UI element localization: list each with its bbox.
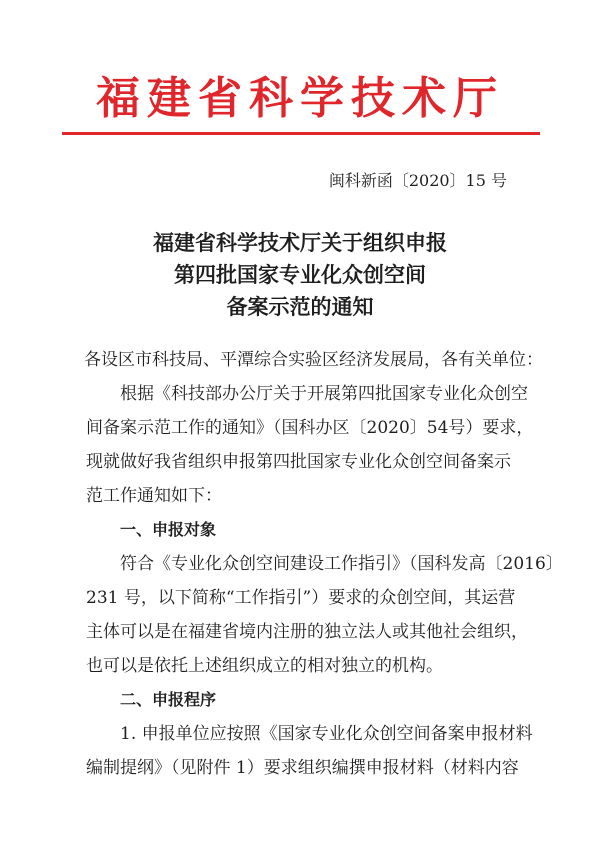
section2-line: 编制提纲》（见附件 1）要求组织编撰申报材料（材料内容 — [86, 758, 519, 778]
intro-line: 根据《科技部办公厅关于开展第四批国家专业化众创空 — [120, 384, 528, 404]
title-line: 第四批国家专业化众创空间 — [174, 263, 426, 287]
salutation: 各设区市科技局、平潭综合实验区经济发展局，各有关单位： — [84, 350, 543, 370]
notice-title — [0, 227, 600, 323]
section-heading-applicants: 一、申报对象 — [120, 520, 217, 539]
section1-line: 231 号，以下简称“工作指引”）要求的众创空间，其运营 — [86, 588, 516, 608]
intro-line: 间备案示范工作的通知》（国科办区〔2020〕54号）要求， — [86, 418, 534, 438]
section1-line: 主体可以是在福建省境内注册的独立法人或其他社会组织， — [86, 622, 528, 642]
document-number: 闽科新函〔2020〕15 号 — [328, 171, 507, 190]
document-body — [84, 343, 563, 785]
section-heading-procedure: 二、申报程序 — [120, 690, 217, 709]
intro-line: 现就做好我省组织申报第四批国家专业化众创空间备案示 — [86, 452, 511, 472]
section1-line: 也可以是依托上述组织成立的相对独立的机构。 — [86, 656, 443, 676]
section2-line: 1. 申报单位应按照《国家专业化众创空间备案申报材料 — [120, 724, 533, 744]
letterhead-red-rule — [62, 132, 540, 135]
title-line: 福建省科学技术厅关于组织申报 — [153, 231, 447, 255]
title-line: 备案示范的通知 — [226, 295, 374, 319]
letterhead-org-name: 福建省科学技术厅 — [96, 73, 504, 124]
section1-line: 符合《专业化众创空间建设工作指引》（国科发高〔2016〕 — [120, 554, 563, 574]
intro-line: 范工作通知如下： — [86, 486, 222, 506]
